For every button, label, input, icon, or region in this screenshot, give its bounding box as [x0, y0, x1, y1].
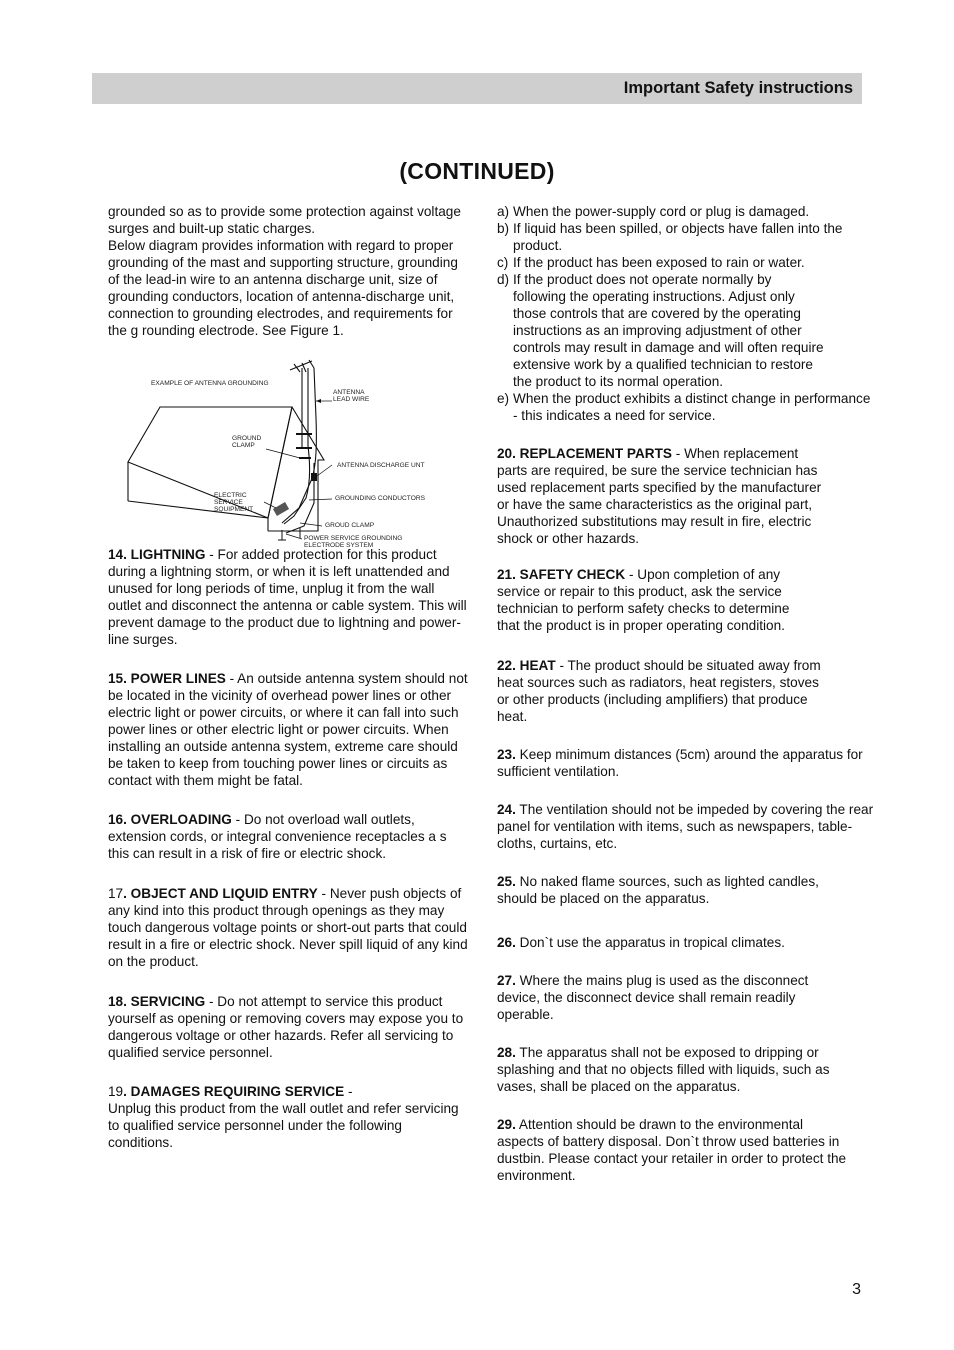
- section-25-heading: 25.: [497, 874, 516, 889]
- section-22: [497, 657, 832, 725]
- section-29-heading: 29.: [497, 1117, 516, 1132]
- ground-stakes: [278, 528, 300, 540]
- discharge-unit-box: [311, 473, 317, 481]
- label-ground: GROUND: [232, 435, 262, 442]
- section-22-heading: 22. HEAT: [497, 658, 556, 673]
- label-grounding-conductors: GROUNDING CONDUCTORS: [335, 495, 425, 502]
- list-text: If liquid has been spilled, or objects have fallen into the product.: [513, 221, 843, 253]
- section-14-body: - For added protection for this product during a lightning storm, or when it is left unattended and unused for long periods of time, unplug it from the wall outlet and disconnect the antenna or cable system. This will prevent damage to the product due to lightning and power-line surges.: [108, 547, 467, 647]
- label-lead-wire: LEAD WIRE: [333, 396, 370, 403]
- ground-clamp-marks: [296, 434, 312, 458]
- list-item: [497, 271, 877, 390]
- intro-paragraph-2: Below diagram provides information with regard to proper grounding of the mast and supporting structure, grounding of the lead-in wire to an antenna discharge unit, size of grounding conductors, location of antenna-discharge unit, connection to grounding electrodes, and requirements for the g rounding electrode. See Figure 1.: [108, 238, 458, 338]
- section-17: [108, 885, 470, 970]
- section-18-body: - Do not attempt to service this product yourself as opening or removing covers may expose you to dangerous voltage or other hazards. Refer all servicing to qualified service personnel.: [108, 994, 464, 1060]
- list-text: When the power-supply cord or plug is damaged.: [513, 204, 810, 219]
- left-column: [108, 203, 470, 1151]
- section-21-heading: 21. SAFETY CHECK: [497, 567, 626, 582]
- list-item: [497, 254, 877, 271]
- section-14: [108, 546, 470, 648]
- section-16-heading: 16. OVERLOADING: [108, 812, 232, 827]
- section-17-heading: . OBJECT AND LIQUID ENTRY: [123, 886, 318, 901]
- list-item: [497, 390, 877, 424]
- section-20: [497, 445, 822, 547]
- label-ground-clamp-lower: GROUD CLAMP: [325, 522, 375, 529]
- section-24-heading: 24.: [497, 802, 516, 817]
- section-19-number: 19: [108, 1084, 124, 1099]
- header-title: Important Safety instructions: [623, 79, 853, 97]
- section-24-body: The ventilation should not be impeded by covering the rear panel for ventilation with items, such as newspapers, table-cloths, curtains, etc.: [497, 802, 874, 851]
- section-15-body: - An outside antenna system should not be located in the vicinity of overhead power lines or other electric light or power circuits, or where it can fall into such power lines or other electric light or power circuits. When installing an outside antenna system, extreme care should be taken to keep from touching power lines or circuits as contact with them might be fatal.: [108, 671, 468, 788]
- list-label: d): [497, 272, 510, 287]
- section-23: [497, 746, 877, 780]
- list-item: [497, 220, 877, 254]
- section-24: [497, 801, 877, 852]
- section-29-body: Attention should be drawn to the environmental aspects of battery disposal. Don`t throw used batteries in dustbin. Please contact your retailer in order to protect the environment.: [497, 1117, 847, 1183]
- section-15: [108, 670, 470, 789]
- section-27-heading: 27.: [497, 973, 516, 988]
- section-19-heading: . DAMAGES REQUIRING SERVICE: [123, 1084, 345, 1099]
- list-item: [497, 203, 877, 220]
- section-21-body: - Upon completion of any service or repair to this product, ask the service technician to perform safety checks to determine that the product is in proper operating condition.: [497, 567, 790, 633]
- section-20-heading: 20. REPLACEMENT PARTS: [497, 446, 672, 461]
- intro-paragraph-1: grounded so as to provide some protection against voltage surges and built-up static charges.: [108, 204, 461, 236]
- list-label: c): [497, 255, 509, 270]
- section-27: [497, 972, 837, 1023]
- right-column: [497, 203, 877, 1184]
- section-19-body: Unplug this product from the wall outlet and refer servicing to qualified service personnel under the following conditions.: [108, 1101, 459, 1150]
- section-28-heading: 28.: [497, 1045, 516, 1060]
- list-text: When the product exhibits a distinct change in performance - this indicates a need for service.: [513, 391, 871, 423]
- list-text: If the product has been exposed to rain or water.: [513, 255, 805, 270]
- label-clamp: CLAMP: [232, 442, 255, 449]
- section-23-body: Keep minimum distances (5cm) around the apparatus for sufficient ventilation.: [497, 747, 863, 779]
- section-28: [497, 1044, 857, 1095]
- list-text: If the product does not operate normally by following the operating instructions. Adjust only those controls that are covered by the operating instructions as an improving adjustment of other controls may result in damage and will often require extensive work by a qualified technician to restore the product to its normal operation.: [513, 272, 824, 389]
- section-20-body: - When replacement parts are required, be sure the service technician has used replacement parts specified by the manufacturer or have the same characteristics as the original part, Unauthorized substitutions may result in fire, electric shock or other hazards.: [497, 446, 822, 546]
- section-23-heading: 23.: [497, 747, 516, 762]
- section-17-body: - Never push objects of any kind into this product through openings as they may touch dangerous voltage points or short-out parts that could result in a fire or electric shock. Never spill liquid of any kind on the product.: [108, 886, 468, 969]
- header-bar: [92, 73, 862, 104]
- section-28-body: The apparatus shall not be exposed to dripping or splashing and that no objects filled with liquids, such as vases, shall be placed on the apparatus.: [497, 1045, 830, 1094]
- label-electric: ELECTRIC: [214, 492, 247, 499]
- section-17-number: 17: [108, 886, 124, 901]
- page-number: 3: [852, 1281, 861, 1298]
- section-19: [108, 1083, 470, 1151]
- section-18: [108, 993, 470, 1061]
- section-18-heading: 18. SERVICING: [108, 994, 206, 1009]
- antenna-grounding-figure: [104, 358, 466, 558]
- section-26-body: Don`t use the apparatus in tropical climates.: [515, 935, 785, 950]
- list-label: a): [497, 204, 510, 219]
- leader-lines: [264, 401, 332, 539]
- section-27-body: Where the mains plug is used as the disconnect device, the disconnect device shall remain readily operable.: [497, 973, 809, 1022]
- section-22-body: - The product should be situated away from heat sources such as radiators, heat registers, stoves or other products (including amplifiers) that produce heat.: [497, 658, 821, 724]
- list-label: b): [497, 221, 510, 236]
- arrow: [316, 399, 321, 403]
- label-antenna: ANTENNA: [333, 389, 365, 396]
- label-equipment: SQUIPMENT: [214, 506, 254, 513]
- label-electrode-system: ELECTRODE SYSTEM: [304, 542, 374, 549]
- electric-service-box: [273, 502, 289, 516]
- section-29: [497, 1116, 852, 1184]
- page-title: (CONTINUED): [399, 158, 555, 184]
- section-14-heading: 14. LIGHTNING: [108, 547, 206, 562]
- label-discharge-unit: ANTENNA DISCHARGE UNT: [337, 462, 425, 469]
- section-26-heading: 26.: [497, 935, 516, 950]
- antenna-grounding-diagram: [104, 358, 466, 558]
- section-19-dash: -: [344, 1084, 353, 1099]
- label-service: SERVICE: [214, 499, 243, 506]
- section-21: [497, 566, 815, 634]
- section-25: [497, 873, 847, 907]
- list-label: e): [497, 391, 510, 406]
- section-26: [497, 934, 877, 951]
- figure-title: EXAMPLE OF ANTENNA GROUNDING: [151, 380, 269, 387]
- section-15-heading: 15. POWER LINES: [108, 671, 226, 686]
- section-16-body: - Do not overload wall outlets, extension cords, or integral convenience receptacles a s this can result in a risk of fire or electric shock.: [108, 812, 447, 861]
- label-power-service: POWER SERVICE GROUNDING: [304, 535, 403, 542]
- section-16: [108, 811, 470, 862]
- section-25-body: No naked flame sources, such as lighted candles, should be placed on the apparatus.: [497, 874, 819, 906]
